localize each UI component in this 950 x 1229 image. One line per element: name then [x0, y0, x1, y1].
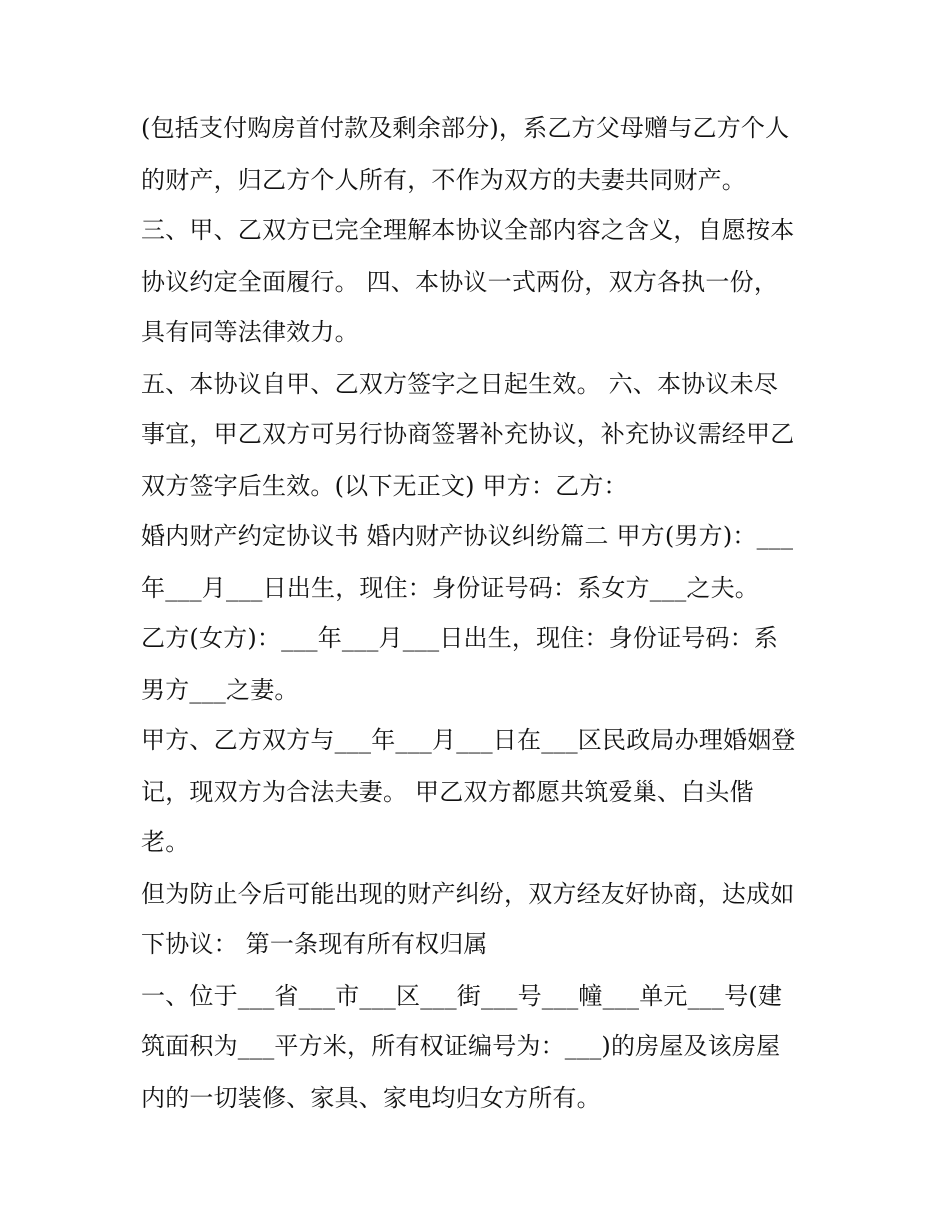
text-line: 一、位于___省___市___区___街___号___幢___单元___号(建: [141, 982, 783, 1010]
text-line: 事宜，甲乙双方可另行协商签署补充协议，补充协议需经甲乙: [141, 420, 795, 448]
text-line: 的财产，归乙方个人所有，不作为双方的夫妻共同财产。: [141, 166, 746, 194]
text-line: 记，现双方为合法夫妻。 甲乙双方都愿共筑爱巢、白头偕: [141, 778, 754, 806]
text-line: 婚内财产约定协议书 婚内财产协议纠纷篇二 甲方(男方)：___: [141, 522, 794, 550]
text-line: 内的一切装修、家具、家电均归女方所有。: [141, 1084, 601, 1112]
text-line: 老。: [141, 828, 190, 856]
text-line: 筑面积为___平方米，所有权证编号为：___)的房屋及该房屋: [141, 1032, 781, 1060]
text-line: 甲方、乙方双方与___年___月___日在___区民政局办理婚姻登: [141, 726, 796, 754]
text-line: 下协议： 第一条现有所有权归属: [141, 930, 488, 958]
text-line: 年___月___日出生，现住：身份证号码：系女方___之夫。: [141, 574, 759, 602]
text-line: 具有同等法律效力。: [141, 318, 359, 346]
text-line: 乙方(女方)：___年___月___日出生，现住：身份证号码：系: [141, 624, 779, 652]
text-line: 但为防止今后可能出现的财产纠纷，双方经友好协商，达成如: [141, 880, 795, 908]
text-line: (包括支付购房首付款及剩余部分)，系乙方父母赠与乙方个人: [141, 114, 790, 142]
text-line: 三、甲、乙双方已完全理解本协议全部内容之含义，自愿按本: [141, 216, 795, 244]
text-line: 男方___之妻。: [141, 676, 299, 704]
text-line: 协议约定全面履行。 四、本协议一式两份，双方各执一份，: [141, 268, 779, 296]
text-line: 双方签字后生效。(以下无正文) 甲方：乙方：: [141, 472, 628, 500]
text-line: 五、本协议自甲、乙双方签字之日起生效。 六、本协议未尽: [141, 370, 779, 398]
